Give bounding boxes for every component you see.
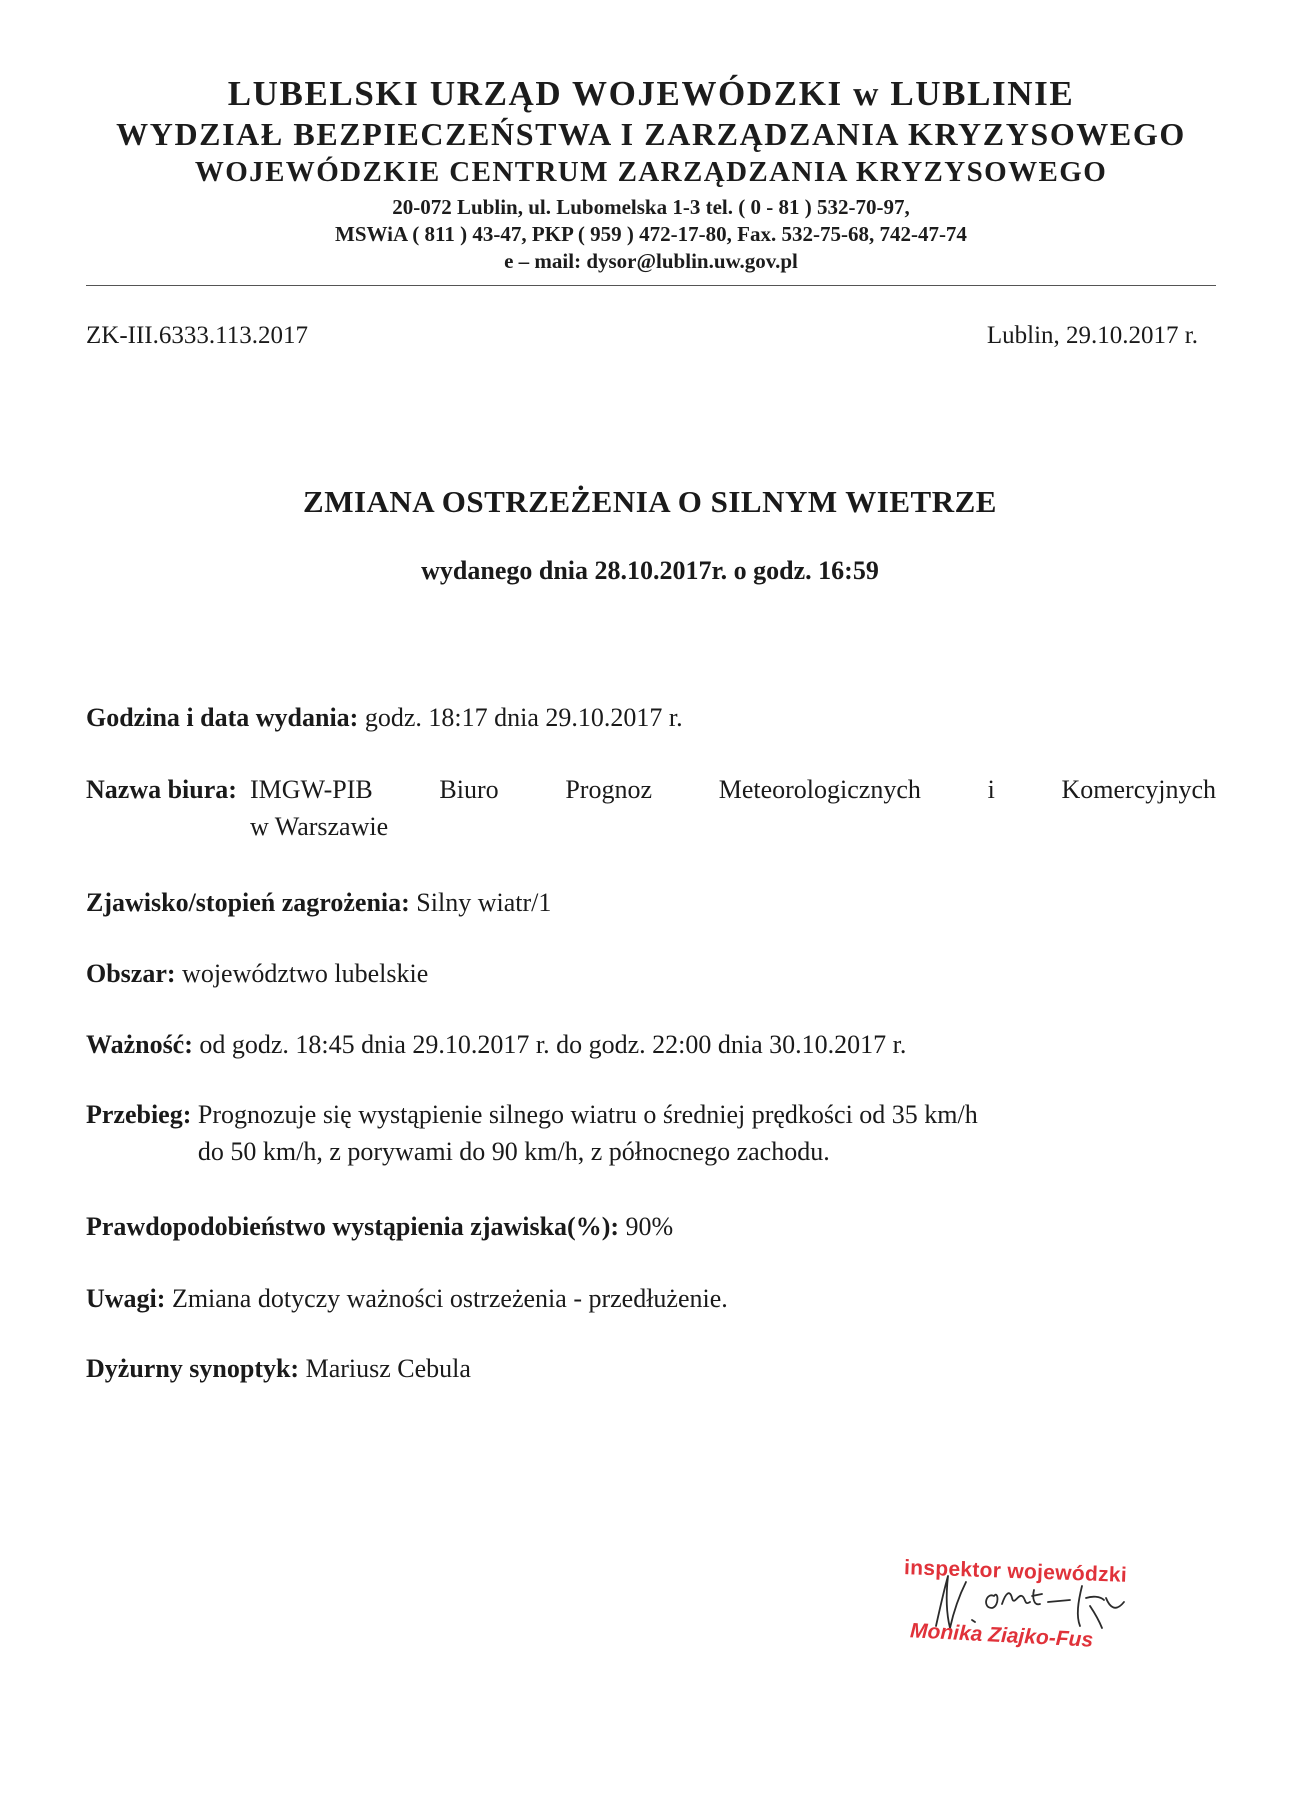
field-area: [86, 955, 1216, 992]
field-issued-label: Godzina i data wydania:: [86, 703, 359, 732]
letterhead-phones: MSWiA ( 811 ) 43-47, PKP ( 959 ) 472-17-80, Fax. 532-75-68, 742-47-74: [335, 222, 967, 246]
field-office: [86, 771, 1216, 845]
field-office-label-text: Nazwa biura:: [86, 775, 237, 804]
letterhead: [86, 74, 1216, 275]
field-course: [86, 1096, 1216, 1170]
letterhead-divider: [86, 285, 1216, 286]
field-forecaster: [86, 1350, 1216, 1387]
document-title: ZMIANA OSTRZEŻENIA O SILNYM WIETRZE: [303, 484, 997, 519]
case-number: ZK-III.6333.113.2017: [86, 322, 308, 349]
field-phenomenon-value: Silny wiatr/1: [416, 888, 552, 917]
field-course-label: [86, 1096, 198, 1170]
field-issued-value: godz. 18:17 dnia 29.10.2017 r.: [364, 703, 683, 732]
field-probability: [86, 1208, 1216, 1245]
field-course-value: [198, 1096, 1216, 1170]
field-forecaster-label: Dyżurny synoptyk:: [86, 1354, 300, 1383]
field-course-value-line1: Prognozuje się wystąpienie silnego wiatru o średniej prędkości od 35 km/h: [197, 1100, 978, 1129]
field-validity-value: od godz. 18:45 dnia 29.10.2017 r. do godz. 22:00 dnia 30.10.2017 r.: [199, 1030, 907, 1059]
field-office-value: [250, 771, 1216, 845]
field-forecaster-value: Mariusz Cebula: [305, 1354, 471, 1383]
field-phenomenon-label: Zjawisko/stopień zagrożenia:: [86, 888, 410, 917]
field-issued: [86, 699, 1216, 736]
document-subtitle: wydanego dnia 28.10.2017r. o godz. 16:59: [421, 556, 879, 585]
field-course-label-text: Przebieg:: [86, 1100, 192, 1129]
field-area-label: Obszar:: [86, 959, 176, 988]
letterhead-department: WYDZIAŁ BEZPIECZEŃSTWA I ZARZĄDZANIA KRYZYSOWEGO: [116, 116, 1186, 152]
letterhead-email: e – mail: dysor@lublin.uw.gov.pl: [504, 249, 798, 273]
inspector-stamp: [896, 1556, 1176, 1680]
field-remarks-label: Uwagi:: [86, 1284, 166, 1313]
field-course-value-line2: do 50 km/h, z porywami do 90 km/h, z północnego zachodu.: [197, 1137, 830, 1166]
field-probability-label: Prawdopodobieństwo wystąpienia zjawiska(%):: [86, 1212, 620, 1241]
stamp-name: Monika Ziajko-Fus: [909, 1619, 1094, 1652]
field-office-value-line1: IMGW-PIB Biuro Prognoz Meteorologicznych i Komercyjnych: [249, 775, 1216, 804]
letterhead-office: LUBELSKI URZĄD WOJEWÓDZKI w LUBLINIE: [227, 74, 1075, 113]
reference-line: [86, 322, 1198, 350]
field-validity-label: Ważność:: [86, 1030, 193, 1059]
field-office-value-line2: w Warszawie: [249, 812, 389, 841]
field-remarks: [86, 1280, 1216, 1317]
field-probability-value: 90%: [625, 1212, 674, 1241]
field-area-value: województwo lubelskie: [182, 959, 429, 988]
place-date: Lublin, 29.10.2017 r.: [986, 322, 1198, 349]
stamp-title: inspektor wojewódzki: [903, 1556, 1128, 1587]
field-validity: [86, 1026, 1216, 1063]
field-office-label: [86, 771, 250, 845]
letterhead-address: 20-072 Lublin, ul. Lubomelska 1-3 tel. ( 0 - 81 ) 532-70-97,: [392, 195, 910, 219]
field-remarks-value: Zmiana dotyczy ważności ostrzeżenia - przedłużenie.: [171, 1284, 728, 1313]
letterhead-center: WOJEWÓDZKIE CENTRUM ZARZĄDZANIA KRYZYSOWEGO: [194, 156, 1108, 188]
field-phenomenon: [86, 884, 1216, 921]
